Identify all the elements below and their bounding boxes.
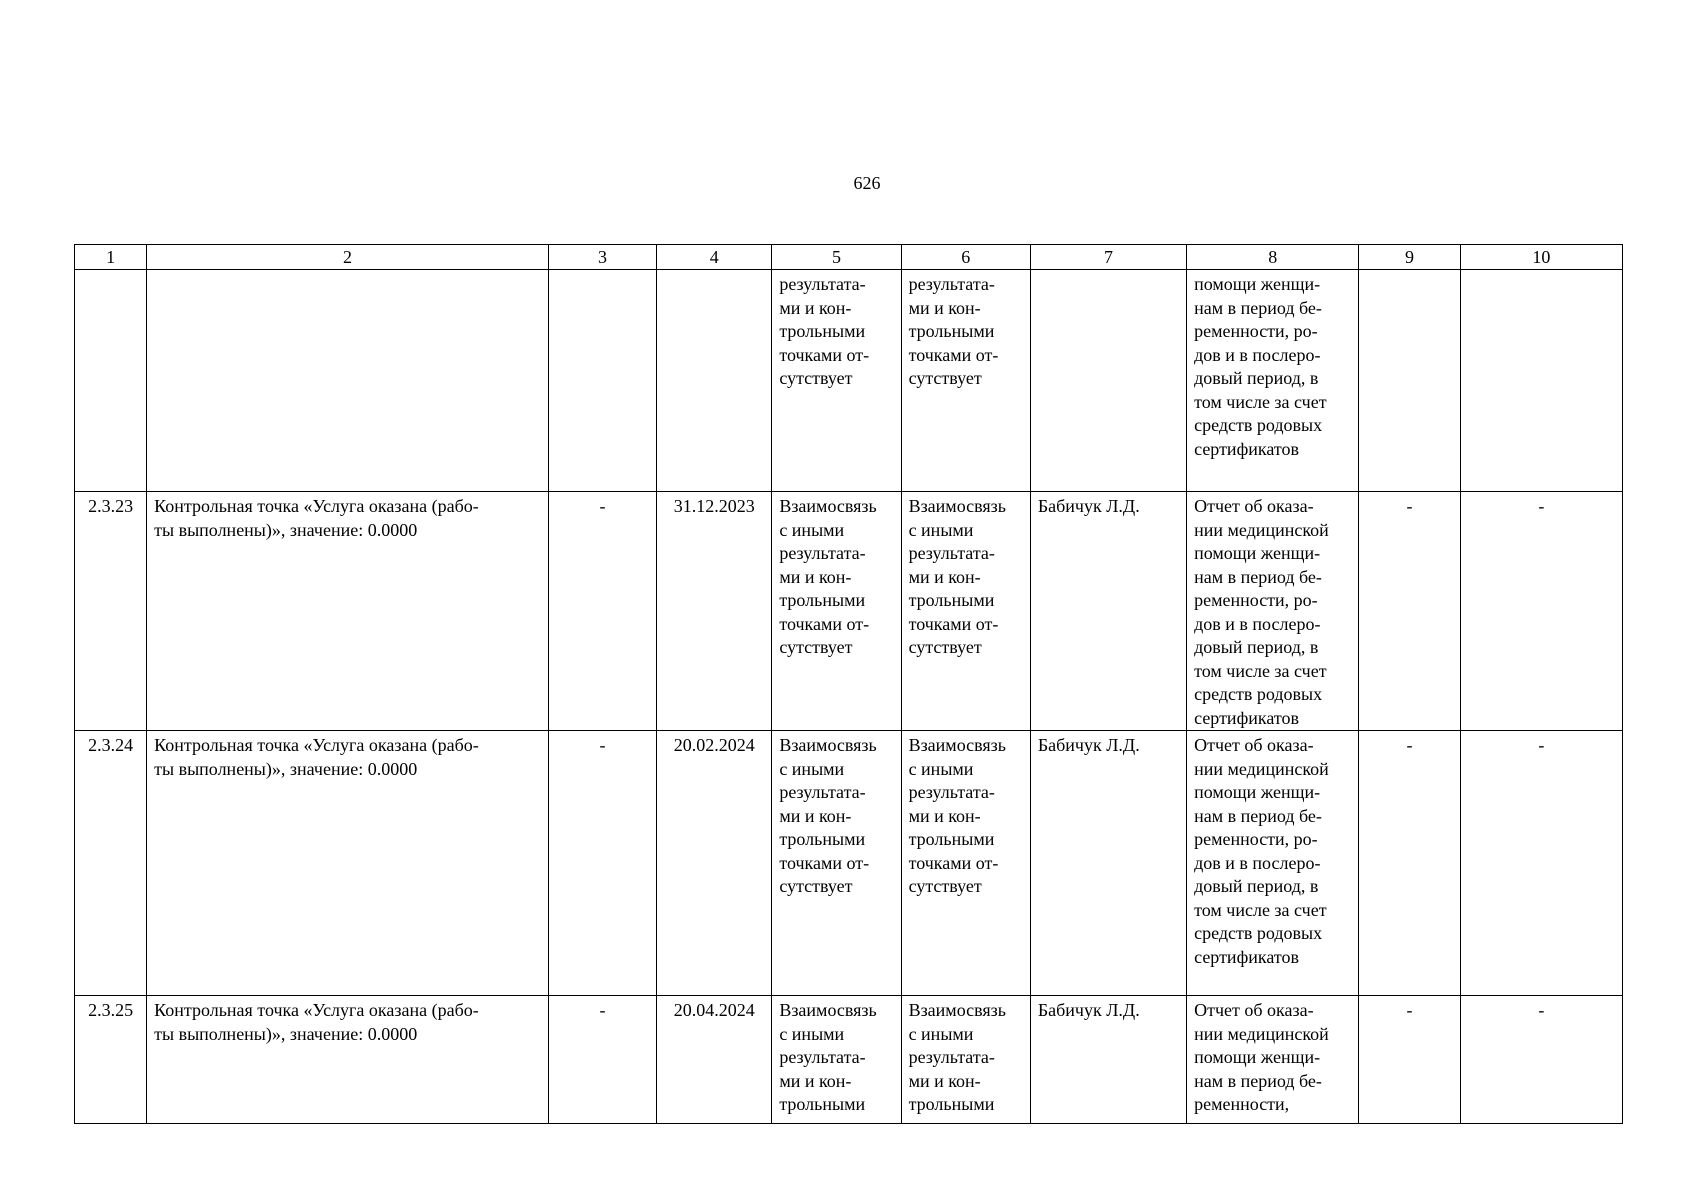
row-number-cell: 2.3.24 [75, 731, 147, 996]
cell-line: Контрольная точка «Услуга оказана (рабо- [154, 496, 479, 516]
relation-cell [772, 270, 901, 492]
cell-line: результата- [779, 782, 866, 802]
cell-line: довый период, в [1194, 876, 1319, 896]
due-date-cell: 20.02.2024 [657, 731, 772, 996]
responsible-cell [1030, 270, 1186, 492]
cell-line: сутствует [908, 876, 982, 896]
cell-line: ременности, ро- [1194, 590, 1318, 610]
cell-line: результата- [908, 543, 995, 563]
column-9-cell: - [1359, 731, 1460, 996]
cell-line: трольными [779, 321, 866, 341]
cell-line: трольными [908, 1094, 995, 1114]
column-9-cell: - [1359, 492, 1460, 731]
responsible-cell: Бабичук Л.Д. [1030, 731, 1186, 996]
cell-line: нам в период бе- [1194, 805, 1322, 826]
cell-line: трольными [779, 590, 866, 610]
plan-table [74, 244, 1623, 1124]
cell-line: Контрольная точка «Услуга оказана (рабо- [154, 735, 479, 755]
cell-line: нам в период бе- [1194, 297, 1322, 318]
document-cell [1187, 731, 1359, 996]
cell-line: нии медицинской [1194, 758, 1329, 779]
cell-line: сертификатов [1194, 707, 1299, 728]
cell-line: Отчет об оказа- [1194, 1000, 1314, 1020]
checkpoint-title-cell [147, 731, 549, 996]
cell-line: Взаимосвязь [779, 735, 877, 755]
column-9-cell: - [1359, 996, 1460, 1124]
cell-line: результата- [908, 1047, 995, 1067]
page-number: 626 [853, 173, 881, 193]
cell-line: довый период, в [1194, 368, 1319, 388]
cell-line: ты выполнены)», значение: 0.0000 [154, 519, 418, 540]
cell-line: результата- [908, 274, 995, 294]
cell-line: с иными [779, 519, 845, 540]
checkpoint-title-cell [147, 492, 549, 731]
cell-line: точками от- [908, 852, 999, 873]
due-date-cell: 31.12.2023 [657, 492, 772, 731]
column-3-cell: - [548, 996, 656, 1124]
cell-line: нам в период бе- [1194, 1070, 1322, 1091]
cell-line: ми и кон- [779, 805, 852, 826]
table-row [75, 996, 1623, 1124]
row-number-cell: 2.3.23 [75, 492, 147, 731]
cell-line: дов и в послеро- [1194, 344, 1321, 365]
document-cell [1187, 492, 1359, 731]
cell-line: сертификатов [1194, 946, 1299, 967]
cell-line: точками от- [908, 613, 999, 634]
cell-line: с иными [779, 1023, 845, 1044]
cell-line: средств родовых [1194, 684, 1323, 704]
cell-line: ми и кон- [779, 566, 852, 587]
cell-line: с иными [908, 1023, 974, 1044]
cell-line: ми и кон- [779, 1070, 852, 1091]
due-date-cell: 20.04.2024 [657, 996, 772, 1124]
table-row [75, 731, 1623, 996]
cell-line: точками от- [908, 344, 999, 365]
cell-line: результата- [779, 543, 866, 563]
relation-cell [901, 996, 1030, 1124]
cell-line: точками от- [779, 344, 870, 365]
cell-line: дов и в послеро- [1194, 852, 1321, 873]
cell-line: Взаимосвязь [779, 1000, 877, 1020]
cell-line: нии медицинской [1194, 519, 1329, 540]
cell-line: средств родовых [1194, 923, 1323, 943]
cell-line: Взаимосвязь [779, 496, 877, 516]
cell-line: ми и кон- [908, 297, 981, 318]
column-3-cell: - [548, 731, 656, 996]
due-date-cell [657, 270, 772, 492]
cell-line: средств родовых [1194, 415, 1323, 435]
column-3-cell [548, 270, 656, 492]
document-cell [1187, 270, 1359, 492]
cell-line: помощи женщи- [1194, 543, 1321, 563]
header-cell: 2 [147, 245, 549, 270]
cell-line: нии медицинской [1194, 1023, 1329, 1044]
cell-line: трольными [908, 321, 995, 341]
header-cell: 10 [1460, 245, 1622, 270]
cell-line: том числе за счет [1194, 899, 1327, 920]
cell-line: с иными [908, 519, 974, 540]
cell-line: результата- [908, 782, 995, 802]
cell-line: ми и кон- [908, 566, 981, 587]
header-cell: 6 [901, 245, 1030, 270]
cell-line: сутствует [779, 876, 853, 896]
row-number-cell: 2.3.25 [75, 996, 147, 1124]
row-number-cell [75, 270, 147, 492]
column-10-cell: - [1460, 492, 1622, 731]
checkpoint-title-cell [147, 996, 549, 1124]
cell-line: трольными [908, 829, 995, 849]
cell-line: помощи женщи- [1194, 782, 1321, 802]
cell-line: ми и кон- [779, 297, 852, 318]
cell-line: Взаимосвязь [908, 496, 1006, 516]
cell-line: трольными [779, 1094, 866, 1114]
cell-line: сертификатов [1194, 438, 1299, 459]
cell-line: с иными [779, 758, 845, 779]
column-10-cell: - [1460, 996, 1622, 1124]
relation-cell [901, 270, 1030, 492]
header-cell: 1 [75, 245, 147, 270]
cell-line: результата- [779, 1047, 866, 1067]
cell-line: результата- [779, 274, 866, 294]
table-row [75, 492, 1623, 731]
column-3-cell: - [548, 492, 656, 731]
cell-line: довый период, в [1194, 637, 1319, 657]
cell-line: том числе за счет [1194, 660, 1327, 681]
cell-line: помощи женщи- [1194, 1047, 1321, 1067]
cell-line: Взаимосвязь [908, 735, 1006, 755]
relation-cell [772, 731, 901, 996]
cell-line: Отчет об оказа- [1194, 496, 1314, 516]
cell-line: Контрольная точка «Услуга оказана (рабо- [154, 1000, 479, 1020]
cell-line: ты выполнены)», значение: 0.0000 [154, 1023, 418, 1044]
cell-line: сутствует [908, 368, 982, 388]
column-10-cell: - [1460, 731, 1622, 996]
cell-line: ременности, [1194, 1094, 1290, 1114]
cell-line: нам в период бе- [1194, 566, 1322, 587]
checkpoint-title-cell [147, 270, 549, 492]
header-cell: 4 [657, 245, 772, 270]
document-cell [1187, 996, 1359, 1124]
table-body [75, 270, 1623, 1124]
cell-line: помощи женщи- [1194, 274, 1321, 294]
cell-line: ми и кон- [908, 805, 981, 826]
cell-line: трольными [779, 829, 866, 849]
relation-cell [772, 996, 901, 1124]
column-10-cell [1460, 270, 1622, 492]
cell-line: трольными [908, 590, 995, 610]
cell-line: ременности, ро- [1194, 829, 1318, 849]
column-9-cell [1359, 270, 1460, 492]
cell-line: с иными [908, 758, 974, 779]
cell-line: ми и кон- [908, 1070, 981, 1091]
header-cell: 8 [1187, 245, 1359, 270]
relation-cell [772, 492, 901, 731]
cell-line: сутствует [779, 368, 853, 388]
cell-line: точками от- [779, 613, 870, 634]
cell-line: сутствует [908, 637, 982, 657]
header-cell: 5 [772, 245, 901, 270]
relation-cell [901, 492, 1030, 731]
responsible-cell: Бабичук Л.Д. [1030, 996, 1186, 1124]
table-row [75, 270, 1623, 492]
cell-line: дов и в послеро- [1194, 613, 1321, 634]
cell-line: точками от- [779, 852, 870, 873]
cell-line: ты выполнены)», значение: 0.0000 [154, 758, 418, 779]
relation-cell [901, 731, 1030, 996]
cell-line: сутствует [779, 637, 853, 657]
header-cell: 3 [548, 245, 656, 270]
header-row [75, 245, 1623, 270]
cell-line: Отчет об оказа- [1194, 735, 1314, 755]
header-cell: 7 [1030, 245, 1186, 270]
cell-line: том числе за счет [1194, 391, 1327, 412]
responsible-cell: Бабичук Л.Д. [1030, 492, 1186, 731]
cell-line: Взаимосвязь [908, 1000, 1006, 1020]
cell-line: ременности, ро- [1194, 321, 1318, 341]
header-cell: 9 [1359, 245, 1460, 270]
